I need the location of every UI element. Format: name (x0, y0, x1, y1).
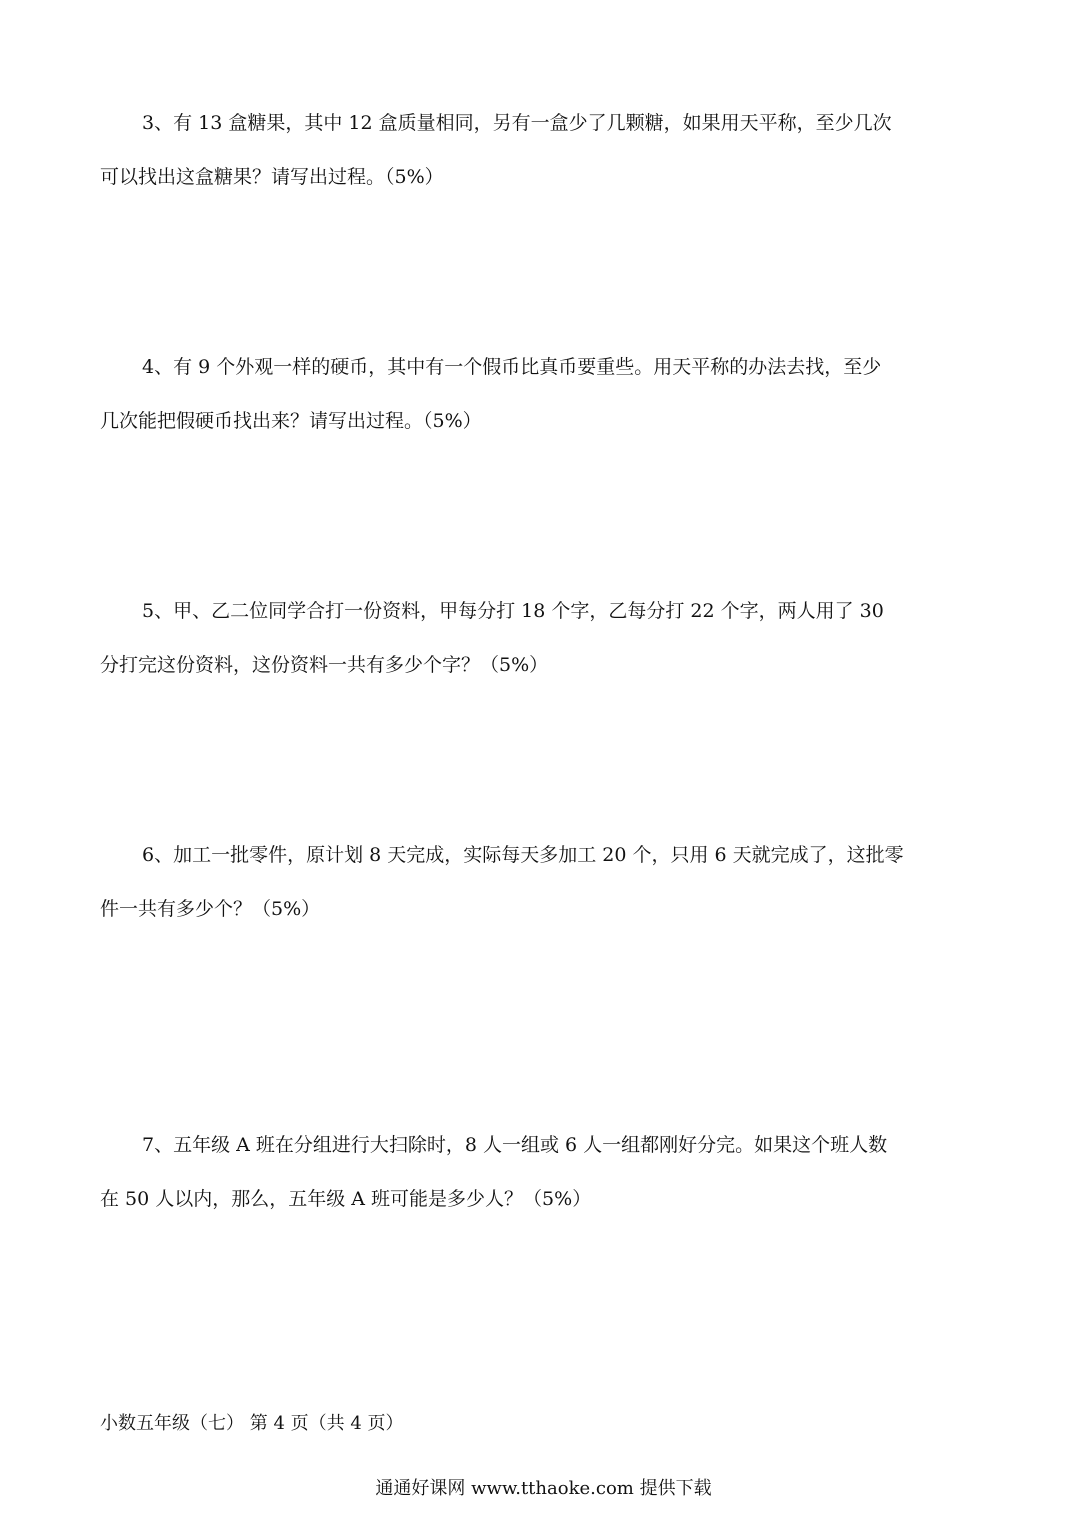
question-3 (100, 96, 988, 204)
question-3-line-2: 可以找出这盒糖果？请写出过程。（5%） (100, 166, 444, 188)
question-5 (100, 584, 988, 692)
question-7 (100, 1118, 988, 1226)
page-footer-info: 小数五年级（七） 第 4 页（共 4 页） (100, 1413, 404, 1434)
question-7-line-2: 在 50 人以内，那么，五年级 A 班可能是多少人？（5%） (100, 1188, 592, 1210)
question-7-line-1: 7、五年级 A 班在分组进行大扫除时，8 人一组或 6 人一组都刚好分完。如果这个班人数 (142, 1134, 888, 1156)
question-4-line-1: 4、有 9 个外观一样的硬币，其中有一个假币比真币要重些。用天平称的办法去找，至少 (142, 356, 882, 378)
question-3-line-1: 3、有 13 盒糖果，其中 12 盒质量相同，另有一盒少了几颗糖，如果用天平称，至少几次 (142, 112, 892, 134)
question-6 (100, 828, 988, 936)
question-5-line-1: 5、甲、乙二位同学合打一份资料，甲每分打 18 个字，乙每分打 22 个字，两人用了 30 (142, 600, 884, 622)
question-4-line-2: 几次能把假硬币找出来？请写出过程。（5%） (100, 410, 482, 432)
question-5-line-2: 分打完这份资料，这份资料一共有多少个字？（5%） (100, 654, 549, 676)
source-footer: 通通好课网 www.tthaoke.com 提供下载 (375, 1478, 712, 1499)
question-6-line-2: 件一共有多少个？（5%） (100, 898, 321, 920)
question-4 (100, 340, 988, 448)
question-6-line-1: 6、加工一批零件，原计划 8 天完成，实际每天多加工 20 个，只用 6 天就完成了，这批零 (142, 844, 904, 866)
